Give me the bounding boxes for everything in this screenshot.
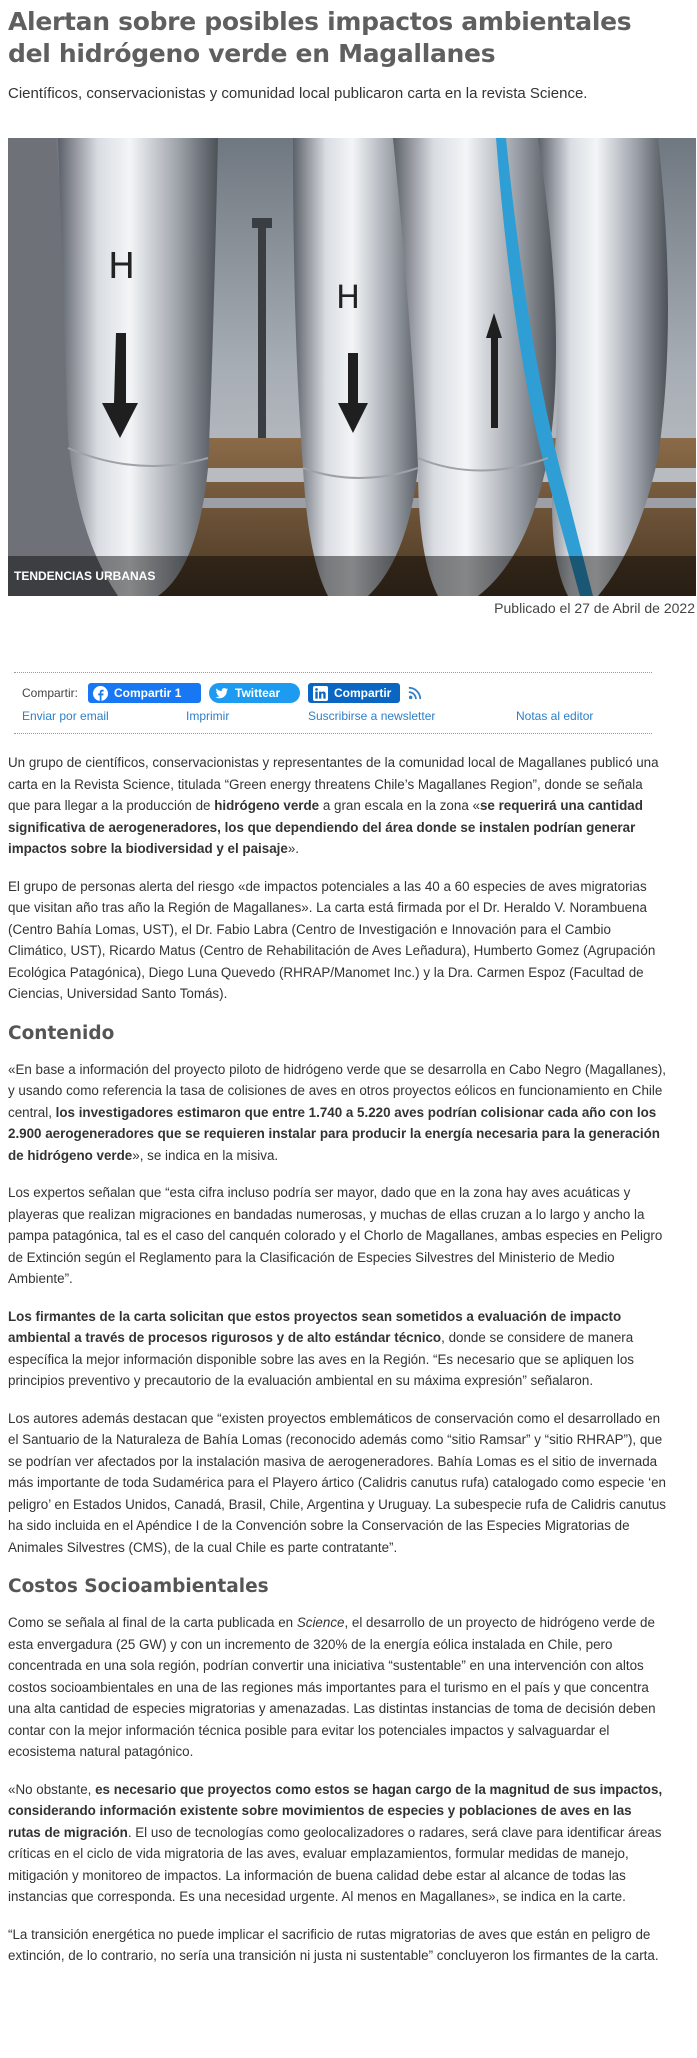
svg-text:H: H: [108, 246, 136, 287]
paragraph-7: Como se señala al final de la carta publicada en Science, el desarrollo de un proyecto de hidrógeno verde de esta envergadura (25 GW) y con un incremento de 320% de la energía eólica instalada en Chile, pero concentrada en una sola región, podrían convertir una iniciativa “sustentable” en una intervención con altos costos socioambientales en una de las regiones más importantes para el turismo en el país y que concentra una alta cantidad de especies migratorias y amenazadas. Las distintas instancias de toma de decisión deben contar con la mejor información técnica posible para evitar los potenciales impactos y salvaguardar el ecosistema natural patagónico.: [8, 1615, 656, 1759]
pipes-photo: [8, 138, 696, 596]
share-row: [22, 682, 422, 704]
paragraph-1: Un grupo de científicos, conservacionistas y representantes de la comunidad local de Magallanes publicó una carta en la Revista Science, titulada “Green energy threatens Chile’s Magallanes Region”, donde se señala que para llegar a la producción de hidrógeno verde a gran escala en la zona «se requerirá una cantidad significativa de aerogeneradores, los que dependiendo del área donde se instalen podrían generar impactos sobre la biodiversidad y el paisaje».: [8, 755, 659, 856]
article-title: Alertan sobre posibles impactos ambientales del hidrógeno verde en Magallanes: [8, 7, 632, 68]
twitter-share-button[interactable]: [209, 683, 300, 703]
rss-icon[interactable]: [408, 686, 422, 700]
heading-costos: Costos Socioambientales: [8, 1576, 269, 1597]
share-label: Compartir:: [22, 686, 79, 700]
paragraph-6: Los autores además destacan que “existen proyectos emblemáticos de conservación como el desarrollado en el Santuario de la Naturaleza de Bahía Lomas (reconocido además como “sitio Ramsar” y “sitio RHRAP”), que se podrían ver afectados por la instalación masiva de aerogeneradores. Bahía Lomas es el sitio de invernada más importante de toda Sudamérica para el Playero ártico (Calidris canutus rufa) catalogado como especie ‘en peligro’ en Estados Unidos, Canadá, Brasil, Chile, Argentina y Uruguay. La subespecie rufa de Calidris canutus ha sido incluida en el Apéndice I de la Convención sobre la Conservación de las Especies Migratorias de Animales Silvestres (CMS), de la cual Chile es parte contratante”.: [8, 1410, 666, 1555]
svg-text:H: H: [336, 278, 361, 316]
facebook-share-label: Compartir 1: [114, 686, 182, 700]
heading-contenido: Contenido: [8, 1022, 115, 1044]
paragraph-3: «En base a información del proyecto piloto de hidrógeno verde que se desarrolla en Cabo Negro (Magallanes), y usando como referencia la tasa de colisiones de aves en otros proyectos eólicos en funcionamiento en Chile central, los investigadores estimaron que entre 1.740 a 5.220 aves podrían colisionar cada año con los 2.900 aerogeneradores que se requieren instalar para producir la energía necesaria para la generación de hidrógeno verde», se indica en la misiva.: [8, 1061, 667, 1163]
paragraph-4: Los expertos señalan que “esta cifra incluso podría ser mayor, dado que en la zona hay aves acuáticas y playeras que realizan migraciones en bandadas numerosas, y muchas de ellas cruzan a lo largo y ancho la pampa patagónica, tal es el caso del canquén colorado y el Chorlo de Magallanes, ambas especies en Peligro de Extinción según el Reglamento para la Clasificación de Especies Silvestres del Ministerio de Medio Ambiente”.: [8, 1185, 663, 1286]
share-links: [22, 709, 652, 725]
newsletter-link[interactable]: Suscribirse a newsletter: [308, 709, 436, 723]
twitter-share-label: Twittear: [235, 686, 281, 700]
image-caption: TENDENCIAS URBANAS: [14, 569, 156, 583]
share-bar: [14, 672, 652, 734]
paragraph-9: “La transición energética no puede implicar el sacrificio de rutas migratorias de aves que están en peligro de extinción, de lo contrario, no sería una transición ni justa ni sustentable” concluyeron los firmantes de la carta.: [8, 1926, 659, 1963]
twitter-icon: [214, 686, 229, 701]
facebook-share-button[interactable]: [88, 683, 201, 703]
paragraph-5: Los firmantes de la carta solicitan que estos proyectos sean sometidos a evaluación de impacto ambiental a través de procesos rigurosos y de alto estándar técnico, donde se considere de manera específica la mejor información disponible sobre las aves en la Región. “Es necesario que se apliquen los principios preventivo y precautorio de la evaluación ambiental en su máxima expresión” señalaron.: [8, 1308, 634, 1388]
editor-notes-link[interactable]: Notas al editor: [516, 709, 594, 723]
print-link[interactable]: Imprimir: [186, 709, 230, 723]
hero-image: [8, 138, 696, 596]
image-caption-bar: [8, 556, 696, 596]
article-subtitle: Científicos, conservacionistas y comunidad local publicaron carta en la revista Science.: [8, 85, 588, 102]
article-body: [8, 752, 668, 1983]
email-link[interactable]: Enviar por email: [22, 709, 109, 723]
linkedin-share-button[interactable]: [308, 683, 400, 703]
linkedin-share-label: Compartir: [334, 686, 392, 700]
paragraph-2: El grupo de personas alerta del riesgo «de impactos potenciales a las 40 a 60 especies de aves migratorias que visitan año tras año la Región de Magallanes». La carta está firmada por el Dr. Heraldo V. Norambuena (Centro Bahía Lomas, UST), el Dr. Fabio Labra (Centro de Investigación e Innovación para el Cambio Climático, UST), Ricardo Matus (Centro de Rehabilitación de Aves Leñadura), Humberto Gomez (Agrupación Ecológica Patagónica), Diego Luna Quevedo (RHRAP/Manomet Inc.) y la Dra. Carmen Espoz (Facultad de Ciencias, Universidad Santo Tomás).: [8, 878, 656, 1001]
publish-date: Publicado el 27 de Abril de 2022: [494, 600, 695, 616]
paragraph-8: «No obstante, es necesario que proyectos como estos se hagan cargo de la magnitud de sus impactos, considerando información existente sobre movimientos de especies y poblaciones de aves en las rutas de migración. El uso de tecnologías como geolocalizadores o radares, será clave para identificar áreas críticas en el ciclo de vida migratoria de las aves, evaluar emplazamientos, formular medidas de manejo, mitigación y monitoreo de impactos. La información de buena calidad debe estar al alcance de todas las instancias que corresponda. Es una necesidad urgente. Al menos en Magallanes», se indica en la carte.: [8, 1781, 663, 1904]
facebook-icon: [93, 686, 108, 701]
linkedin-icon: [313, 686, 328, 701]
